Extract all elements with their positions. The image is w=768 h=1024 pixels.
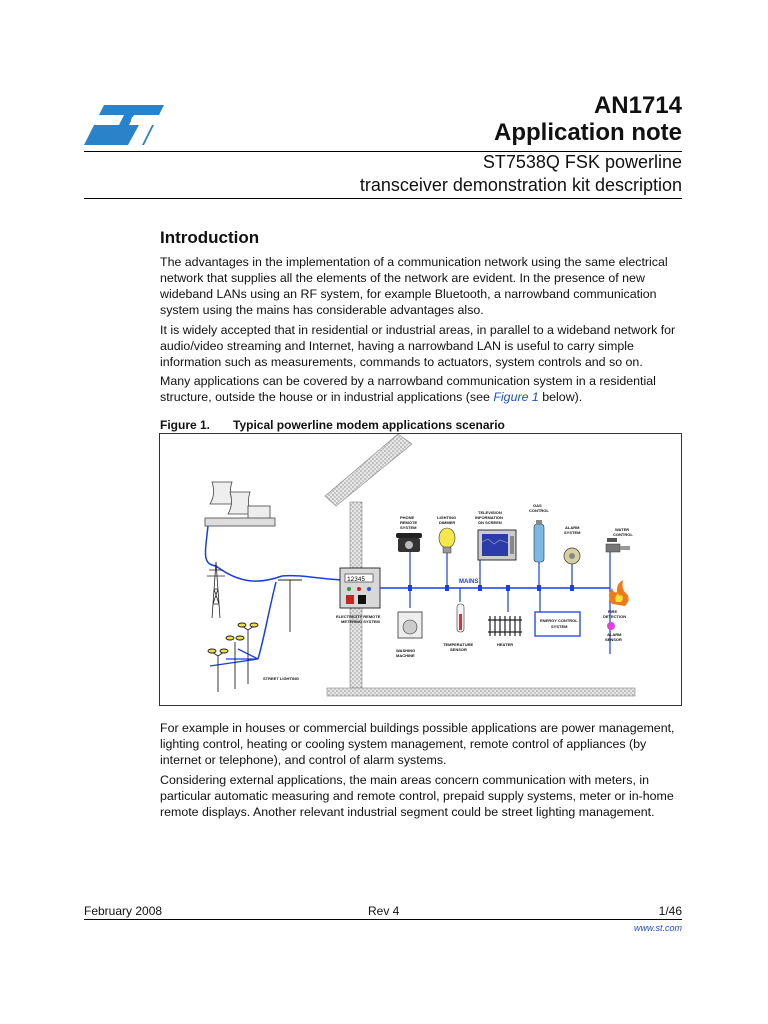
body-paragraph-5: Considering external applications, the main areas concern communication with meters, in particular automatic measuring and remote control, prepaid supply systems, meter or in-home remote displays. Another relevant industrial segment could be street lighting management.	[160, 773, 674, 819]
svg-text:CONTROL: CONTROL	[529, 508, 549, 513]
svg-text:SYSTEM: SYSTEM	[551, 624, 568, 629]
house-floor	[327, 688, 635, 696]
utility-pole-icon	[278, 580, 302, 632]
label-alarm: ALARM	[565, 525, 580, 530]
washing-machine-icon	[398, 612, 422, 638]
label-tv: TELEVISION	[478, 510, 502, 515]
label-energy: ENERGY CONTROL	[540, 618, 578, 623]
intro-paragraph-3	[160, 373, 682, 405]
alarm-bell-icon	[564, 548, 580, 564]
svg-text:SYSTEM: SYSTEM	[564, 530, 581, 535]
label-mains: MAINS	[459, 579, 479, 585]
label-gas: GAS	[533, 503, 542, 508]
intro-paragraph-1: The advantages in the implementation of a communication network using the same electrical network that supplies all the elements of the network are evident. In the presence of new wideband LANs using an RF system, for example Bluetooth, a narrowband communication system using the mains has considerable advantages also.	[160, 255, 668, 317]
svg-text:DETECTION: DETECTION	[603, 614, 627, 619]
footer-website-link[interactable]: www.st.com	[633, 923, 682, 933]
label-heater: HEATER	[497, 642, 514, 647]
svg-text:SENSOR: SENSOR	[605, 637, 622, 642]
label-alarm-sensor: ALARM	[607, 632, 622, 637]
powerline-scenario-illustration	[160, 434, 681, 705]
st-logo	[84, 95, 164, 145]
gas-cylinder-icon	[534, 520, 544, 562]
label-meter: ELECTRICITY REMOTE	[336, 614, 381, 619]
figure-diagram	[159, 433, 682, 706]
svg-text:CONTROL: CONTROL	[613, 532, 633, 537]
document-subtitle-line2: transceiver demonstration kit description	[359, 175, 682, 195]
svg-text:DIMMER: DIMMER	[439, 520, 456, 525]
footer-revision: Rev 4	[368, 904, 400, 918]
svg-text:REMOTE: REMOTE	[400, 520, 418, 525]
television-icon	[478, 530, 516, 560]
document-type: Application note	[494, 119, 682, 146]
figure-number: Figure 1.	[160, 418, 211, 432]
paragraph-text: below).	[538, 390, 583, 404]
document-id: AN1714	[593, 92, 682, 119]
house-roof	[325, 434, 412, 506]
footer-date: February 2008	[84, 904, 163, 918]
svg-text:12345: 12345	[347, 576, 366, 583]
body-paragraph-4: For example in houses or commercial buildings possible applications are power management, lighting control, heating or cooling system management, remote control of appliances (by internet or telephone), and control of alarm systems.	[160, 721, 675, 767]
alarm-sensor-icon	[607, 622, 615, 630]
footer-rule	[84, 919, 682, 920]
svg-text:METERING SYSTEM: METERING SYSTEM	[341, 619, 380, 624]
street-lights-icon	[208, 623, 258, 692]
label-street-lighting: STREET LIGHTING	[263, 676, 299, 681]
subtitle-rule	[84, 198, 682, 199]
svg-text:SENSOR: SENSOR	[450, 647, 467, 652]
figure-caption	[160, 418, 505, 432]
label-washing: WASHING	[396, 648, 416, 653]
svg-text:MACHINE: MACHINE	[396, 653, 415, 658]
intro-paragraph-2: It is widely accepted that in residential or industrial areas, in parallel to a wideband network for audio/video streaming and Internet, having a narrowband LAN is useful to carry simple information such as measurements, commands to actuators, system controls and so on.	[160, 323, 676, 369]
figure-1-link[interactable]: Figure 1	[493, 390, 539, 404]
label-temperature: TEMPERATURE	[443, 642, 474, 647]
electricity-meter-icon	[340, 568, 380, 608]
svg-text:ON SCREEN: ON SCREEN	[478, 520, 502, 525]
svg-text:INFORMATION: INFORMATION	[475, 515, 503, 520]
figure-title: Typical powerline modem applications scenario	[233, 418, 505, 432]
label-lighting: LIGHTING	[437, 515, 457, 520]
document-subtitle-line1: ST7538Q FSK powerline	[482, 152, 682, 172]
label-phone: PHONE	[400, 515, 415, 520]
telephone-icon	[396, 533, 422, 552]
radiator-icon	[488, 616, 522, 636]
light-bulb-icon	[439, 528, 455, 553]
label-fire: FIRE	[608, 609, 618, 614]
label-water: WATER	[615, 527, 630, 532]
power-plant-icon	[205, 482, 275, 526]
fire-icon	[609, 580, 629, 606]
footer-page-number: 1/46	[658, 904, 682, 918]
section-heading: Introduction	[160, 228, 260, 247]
water-tap-icon	[606, 538, 630, 552]
thermometer-icon	[457, 604, 464, 632]
paragraph-text: Many applications can be covered by a narrowband communication system in a residential structure, outside the house or in industrial applications (see	[160, 374, 656, 404]
svg-text:SYSTEM: SYSTEM	[400, 525, 417, 530]
